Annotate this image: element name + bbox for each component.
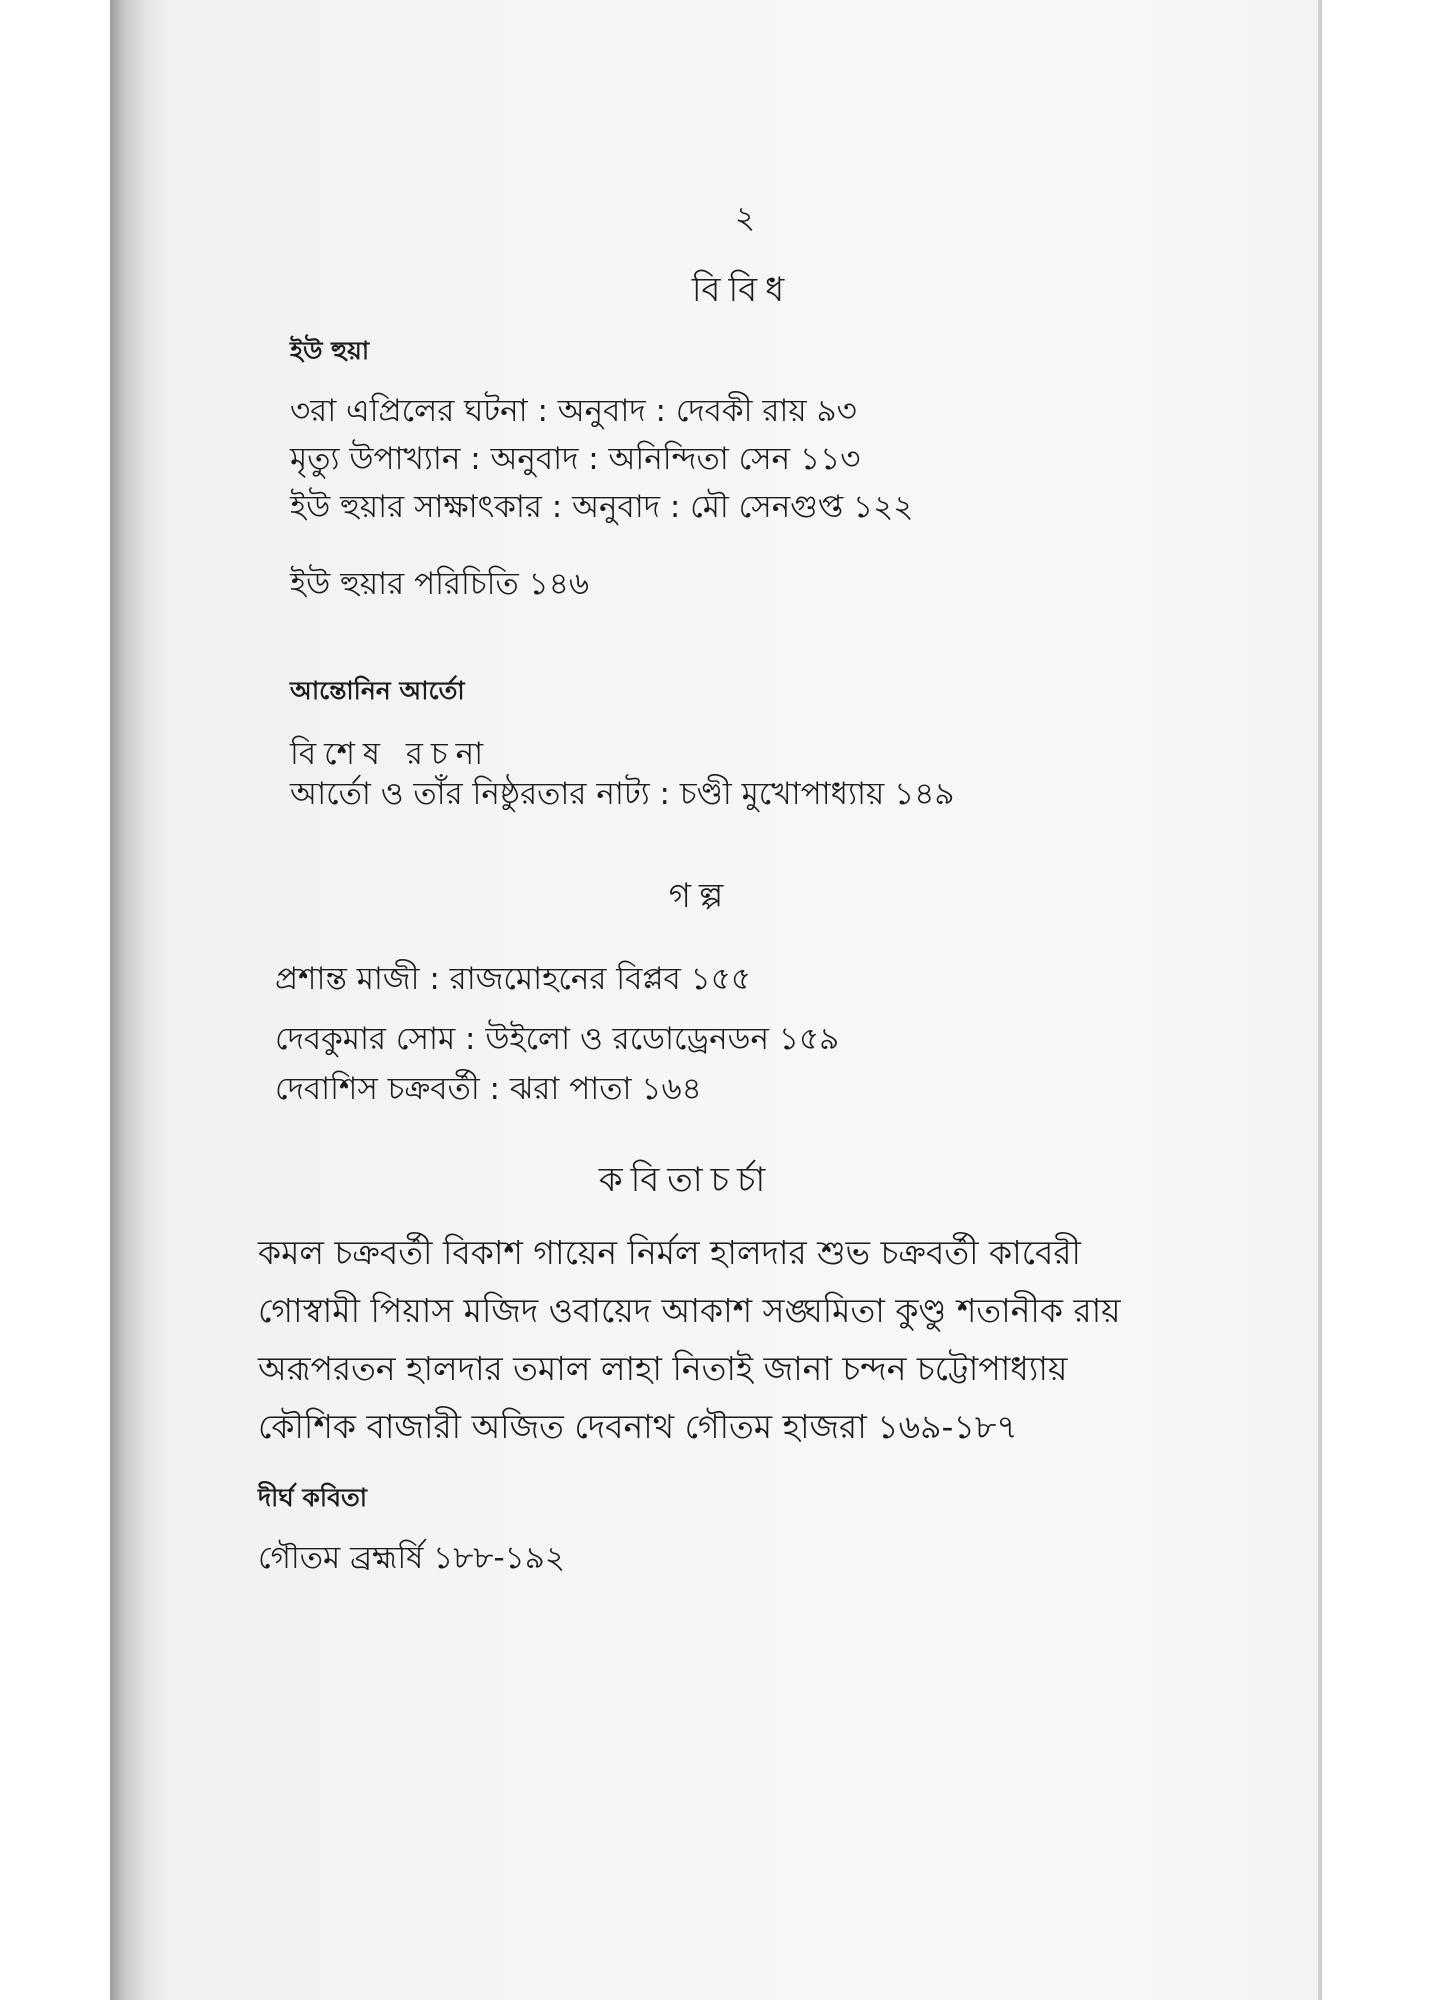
toc-entry: আর্তো ও তাঁর নিষ্ঠুরতার নাট্য : চণ্ডী মুখোপাধ্যায় ১৪৯ [290, 776, 955, 812]
poets-line: গোস্বামী পিয়াস মজিদ ওবায়েদ আকাশ সঙ্ঘমিতা কুণ্ডু শতানীক রায় [258, 1291, 1121, 1330]
author-label-yu-hua: ইউ হুয়া [290, 336, 370, 365]
toc-entry: গৌতম ব্রহ্মর্ষি ১৮৮-১৯২ [258, 1540, 566, 1576]
page-gutter-shadow [110, 0, 170, 2000]
toc-entry: দেবকুমার সোম : উইলো ও রডোড্রেনডন ১৫৯ [275, 1021, 840, 1057]
section-label-long-poem: দীর্ঘ কবিতা [258, 1483, 367, 1512]
right-margin [1322, 0, 1429, 2000]
section-title-bibidh: বিবিধ [691, 270, 793, 310]
toc-entry: ইউ হুয়ার পরিচিতি ১৪৬ [290, 566, 590, 602]
toc-entry: প্রশান্ত মাজী : রাজমোহনের বিপ্লব ১৫৫ [275, 961, 751, 997]
subheading-special-writing: বিশেষ রচনা [290, 736, 492, 772]
poets-line: কৌশিক বাজারী অজিত দেবনাথ গৌতম হাজরা ১৬৯-১৮৭ [258, 1407, 1018, 1446]
poets-line: কমল চক্রবর্তী বিকাশ গায়েন নির্মল হালদার শুভ চক্রবর্তী কাবেরী [258, 1233, 1081, 1272]
toc-entry: দেবাশিস চক্রবর্তী : ঝরা পাতা ১৬৪ [275, 1071, 702, 1107]
section-title-golpo: গল্প [668, 876, 732, 916]
left-margin [0, 0, 110, 2000]
toc-entry: ৩রা এপ্রিলের ঘটনা : অনুবাদ : দেবকী রায় ৯৩ [290, 393, 857, 429]
poets-line: অরূপরতন হালদার তমাল লাহা নিতাই জানা চন্দন চট্টোপাধ্যায় [258, 1349, 1068, 1388]
section-title-kobita: কবিতাচর্চা [598, 1160, 774, 1200]
author-label-artaud: আন্তোনিন আর্তো [290, 676, 465, 705]
toc-entry: ইউ হুয়ার সাক্ষাৎকার : অনুবাদ : মৌ সেনগুপ্ত ১২২ [290, 489, 914, 525]
page-number: ২ [734, 200, 756, 236]
toc-entry: মৃত্যু উপাখ্যান : অনুবাদ : অনিন্দিতা সেন ১১৩ [290, 441, 861, 477]
